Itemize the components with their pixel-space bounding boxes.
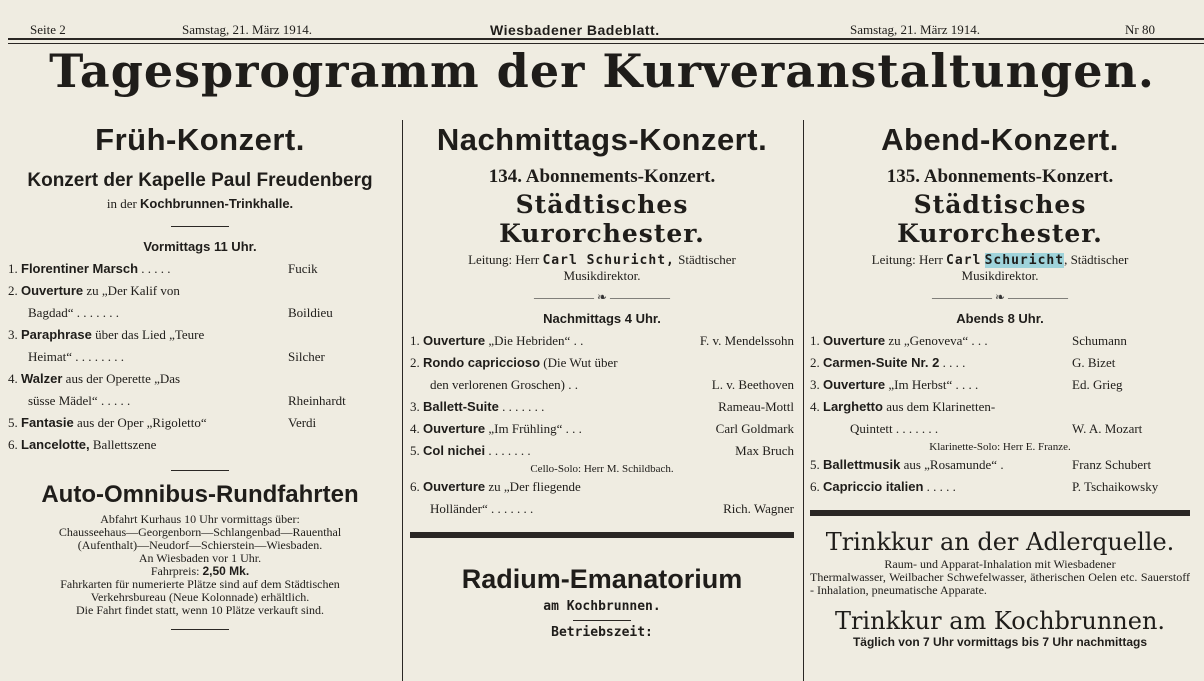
program-item: 6. Ouverture zu „Der fliegende Holländer“ . . . . . . . Rich. Wagner [410, 479, 794, 516]
concert-title: Nachmittags-Konzert. [436, 122, 768, 157]
program-item: 5. Ballettmusik aus „Rosamunde“ . Franz Schubert [810, 457, 1152, 472]
program-item: 6. Capriccio italien . . . . . P. Tschaikowsky [810, 479, 1159, 494]
trinkkur-adler-title: Trinkkur an der Adlerquelle. [825, 528, 1175, 556]
program-item: 3. Ballett-Suite . . . . . . . Rameau-Mottl [410, 399, 794, 414]
omnibus-text: Abfahrt Kurhaus 10 Uhr vormittags über: Chausseehaus—Georgenborn—Schlangenbad—Rauenthal (Aufenthalt)—Neudorf—Schierstein—Wiesbaden. An Wiesbaden vor 1 Uhr. Fahrpreis: 2,50 Mk. Fahrkarten für numerierte Plätze sind auf dem Städtischen Verkehrsbureau (Neue Kolonnade) erhältlich. Die Fahrt findet statt, wenn 10 Plätze verkauft sind. [58, 512, 342, 617]
fare: 2,50 Mk. [202, 564, 250, 578]
column-divider-left [402, 120, 403, 681]
program-item: 4. Larghetto aus dem Klarinetten- Quintett . . . . . . . W. A. Mozart [810, 399, 1143, 436]
conductor-line: Leitung: Herr Carl Schuricht, Städtischer [468, 252, 736, 268]
conductor-first-name: Carl [946, 253, 982, 268]
divider [171, 226, 229, 227]
column-abend-konzert [810, 118, 1190, 649]
section-rule [410, 532, 794, 538]
trinkkur-kochbrunnen-hours: Täglich von 7 Uhr vormittags bis 7 Uhr nachmittags [852, 635, 1148, 649]
column-frueh-konzert [8, 118, 392, 640]
program-item: 6. Lancelotte, Ballettszene [8, 437, 157, 452]
radium-hours-label: Betriebszeit: [551, 625, 653, 640]
program-time: Abends 8 Uhr. [956, 311, 1044, 326]
masthead: Tagesprogramm der Kurveranstaltungen. [49, 44, 1155, 98]
issue-number: Nr 80 [1125, 22, 1155, 37]
program-item: 1. Florentiner Marsch . . . . . Fucik [8, 261, 318, 276]
program-item: 2. Carmen-Suite Nr. 2 . . . . G. Bizet [810, 355, 1116, 370]
conductor-name: Carl Schuricht, [542, 253, 675, 268]
conductor-line: Leitung: Herr Carl Schuricht, Städtischer [871, 252, 1129, 268]
divider [171, 629, 229, 630]
conductor-title: Musikdirektor. [563, 268, 641, 283]
solo-note: Cello-Solo: Herr M. Schildbach. [530, 463, 674, 475]
concert-title: Abend-Konzert. [881, 122, 1119, 157]
header-rule [8, 38, 1204, 40]
conductor-title: Musikdirektor. [961, 268, 1039, 283]
orchestra-name: Städtisches Kurorchester. [499, 190, 705, 248]
header-date-left: Samstag, 21. März 1914. [182, 22, 312, 37]
paper-name: Wiesbadener Badeblatt. [490, 22, 660, 38]
venue-name: Kochbrunnen-Trinkhalle. [140, 196, 294, 211]
radium-location: am Kochbrunnen. [543, 599, 661, 614]
venue-prefix: in der [106, 196, 137, 211]
column-nachmittags-konzert [410, 118, 794, 640]
program-item: 3. Paraphrase über das Lied „Teure Heimat“ . . . . . . . . Silcher [8, 327, 325, 364]
divider [171, 470, 229, 471]
program-list [8, 258, 392, 456]
page-number: Seite 2 [30, 22, 66, 37]
program-item: 4. Ouverture „Im Frühling“ . . . Carl Goldmark [410, 421, 794, 436]
column-divider-right [803, 120, 804, 681]
trinkkur-kochbrunnen-title: Trinkkur am Kochbrunnen. [834, 607, 1166, 635]
concert-title: Früh-Konzert. [95, 122, 305, 157]
radium-title: Radium-Emanatorium [461, 564, 743, 594]
program-item: 1. Ouverture zu „Genoveva“ . . . Schumann [810, 333, 1127, 348]
orchestra-name: Städtisches Kurorchester. [897, 190, 1103, 248]
venue-line [8, 196, 392, 212]
subscription-concert: 134. Abonnements-Konzert. [488, 166, 716, 187]
header-date-right: Samstag, 21. März 1914. [850, 22, 980, 37]
program-item: 2. Rondo capriccioso (Die Wut über den verlorenen Groschen) . . L. v. Beethoven [410, 355, 794, 392]
trinkkur-adler-text: Raum- und Apparat-Inhalation mit Wiesbadener Thermalwasser, Weilbacher Schwefelwasser, ätherischen Oelen etc. Sauerstoff - Inhalation, pneumatische Apparate. [810, 557, 1190, 597]
program-item: 1. Ouverture „Die Hebriden“ . . F. v. Mendelssohn [410, 333, 794, 348]
divider [573, 620, 631, 621]
program-item: 5. Col nichei . . . . . . . Max Bruch [410, 443, 794, 458]
program-item: 3. Ouverture „Im Herbst“ . . . . Ed. Grieg [810, 377, 1123, 392]
program-item: 2. Ouverture zu „Der Kalif von Bagdad“ . . . . . . . Boildieu [8, 283, 333, 320]
section-rule [810, 510, 1190, 516]
ornament: ————— ❧ ————— [931, 290, 1069, 304]
subscription-concert: 135. Abonnements-Konzert. [886, 166, 1114, 187]
program-item: 5. Fantasie aus der Oper „Rigoletto“ Verdi [8, 415, 317, 430]
conductor-highlighted-name: Schuricht [984, 253, 1065, 268]
band-name: Konzert der Kapelle Paul Freudenberg [27, 170, 373, 191]
ornament: ————— ❧ ————— [533, 290, 671, 304]
program-list [810, 330, 1190, 498]
omnibus-title: Auto-Omnibus-Rundfahrten [41, 481, 359, 508]
program-time: Vormittags 11 Uhr. [143, 239, 257, 254]
program-time: Nachmittags 4 Uhr. [543, 311, 661, 326]
program-item: 4. Walzer aus der Operette „Das süsse Mädel“ . . . . . Rheinhardt [8, 371, 346, 408]
solo-note: Klarinette-Solo: Herr E. Franze. [929, 441, 1071, 453]
program-list [410, 330, 794, 520]
